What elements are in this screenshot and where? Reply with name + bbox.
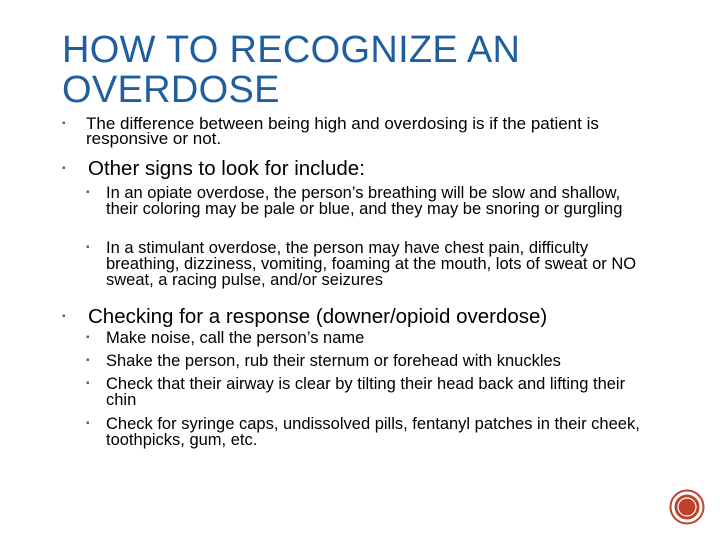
section2-heading-row	[62, 306, 662, 328]
section1-item	[86, 185, 656, 217]
section1-item	[86, 240, 656, 288]
section2-item-text: Make noise, call the person’s name	[106, 329, 365, 347]
concentric-circle-logo-icon	[669, 489, 705, 525]
section2-item	[86, 416, 656, 448]
section2-item	[86, 330, 656, 346]
bullet-icon: ▪	[86, 242, 90, 253]
bullet-icon: ▪	[86, 355, 90, 366]
section1-item-text: In an opiate overdose, the person’s breathing will be slow and shallow, their coloring may be pale or blue, and they may be snoring or gurgling	[106, 184, 623, 218]
bullet-icon: ▪	[62, 311, 66, 322]
bullet-icon: ▪	[86, 418, 90, 429]
section1-heading: Other signs to look for include:	[88, 157, 365, 180]
section1-heading-row	[62, 158, 662, 180]
section2-heading: Checking for a response (downer/opioid overdose)	[88, 305, 548, 328]
bullet-icon: ▪	[86, 378, 90, 389]
section2-item	[86, 353, 656, 369]
section2-item-text: Check that their airway is clear by tilting their head back and lifting their chin	[106, 375, 626, 409]
bullet-icon: ▪	[86, 187, 90, 198]
slide-title: HOW TO RECOGNIZE AN OVERDOSE	[62, 29, 521, 111]
intro-text: The difference between being high and overdosing is if the patient is responsive or not.	[86, 114, 599, 148]
section2-item-text: Shake the person, rub their sternum or forehead with knuckles	[106, 352, 561, 370]
bullet-icon: ▪	[86, 332, 90, 343]
section2-item-text: Check for syringe caps, undissolved pills, fentanyl patches in their cheek, toothpicks, gum, etc.	[106, 415, 640, 449]
section2-item	[86, 376, 656, 408]
intro-bullet	[62, 116, 622, 146]
bullet-icon: ▪	[62, 118, 66, 129]
section1-item-text: In a stimulant overdose, the person may have chest pain, difficulty breathing, dizziness, vomiting, foaming at the mouth, lots of sweat or NO sweat, a racing pulse, and/or seizures	[106, 239, 637, 289]
bullet-icon: ▪	[62, 163, 66, 174]
